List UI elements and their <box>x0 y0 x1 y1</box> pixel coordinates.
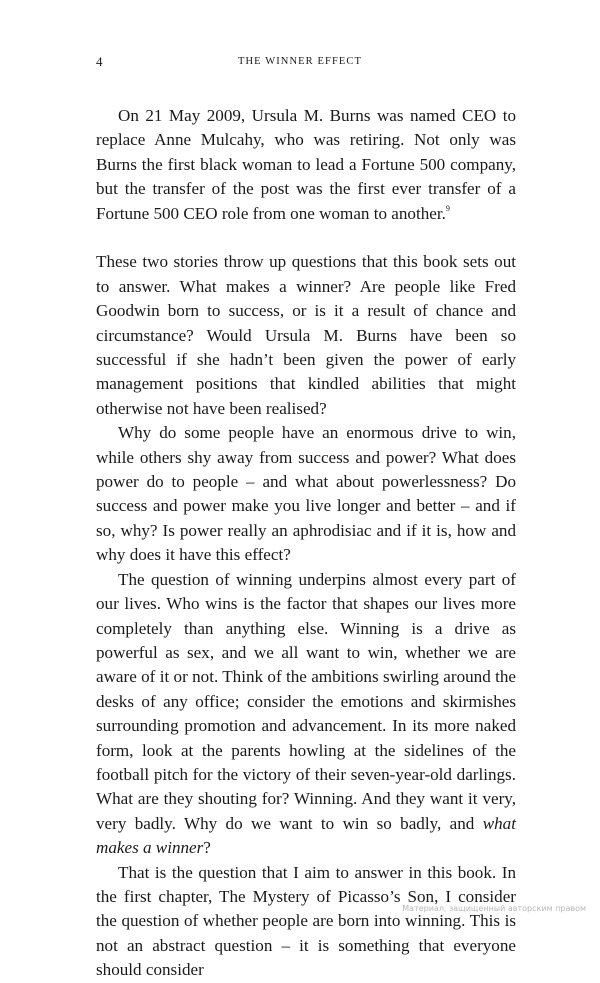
paragraph-4-text: The question of winning underpins almost every part of our lives. Who wins is the factor that shapes our lives more completely than anything else. Winning is a drive as powerful as sex, and we all want to win, whether we are aware of it or not. Think of the ambitions swirling around the desks of any office; consider the emotions and skirmishes surrounding promotion and advancement. In its more naked form, look at the parents howling at the sidelines of the football pitch for the victory of their seven-year-old darlings. What are they shouting for? Winning. And they want it very, very badly. Why do we want to win so badly, and <box>96 569 516 833</box>
paragraph-2: These two stories throw up questions that this book sets out to answer. What makes a winner? Are people like Fred Goodwin born to success, or is it a result of chance and circumstance? Would Ursula M. Burns have been so successful if she hadn’t been given the power of early management positions that kindled abilities that might otherwise not have been realised? <box>96 252 516 418</box>
paragraph-4-end: ? <box>203 838 211 858</box>
paragraph-3: Why do some people have an enormous drive to win, while others shy away from success and power? What does power do to people – and what about powerlessness? Do success and power make you live longer and better – and if so, why? Is power really an aphrodisiac and if it is, how and why does it have this effect? <box>96 423 516 565</box>
footnote-marker: 9 <box>445 203 450 213</box>
running-title: THE WINNER EFFECT <box>237 56 363 67</box>
paragraph-1-text: On 21 May 2009, Ursula M. Burns was named CEO to replace Anne Mulcahy, who was retiring. Not only was Burns the first black woman to lead a Fortune 500 company, but the transfer of the post was the first ever transfer of a Fortune 500 CEO role from one woman to another. <box>96 106 516 223</box>
paragraph-4-italic: what makes a winner <box>96 813 516 858</box>
paragraph-5: That is the question that I aim to answer in this book. In the first chapter, The Mystery of Picasso’s Son, I consider the question of whether people are born into winning. This is not an abstract question – it is something that everyone should consider <box>96 862 516 980</box>
paragraph-1 <box>96 104 516 226</box>
section-break <box>96 226 516 250</box>
page-number: 4 <box>96 54 103 69</box>
copyright-watermark: Материал, защищенный авторским правом <box>402 904 586 913</box>
body-text <box>96 104 516 983</box>
paragraph-4 <box>96 568 516 861</box>
